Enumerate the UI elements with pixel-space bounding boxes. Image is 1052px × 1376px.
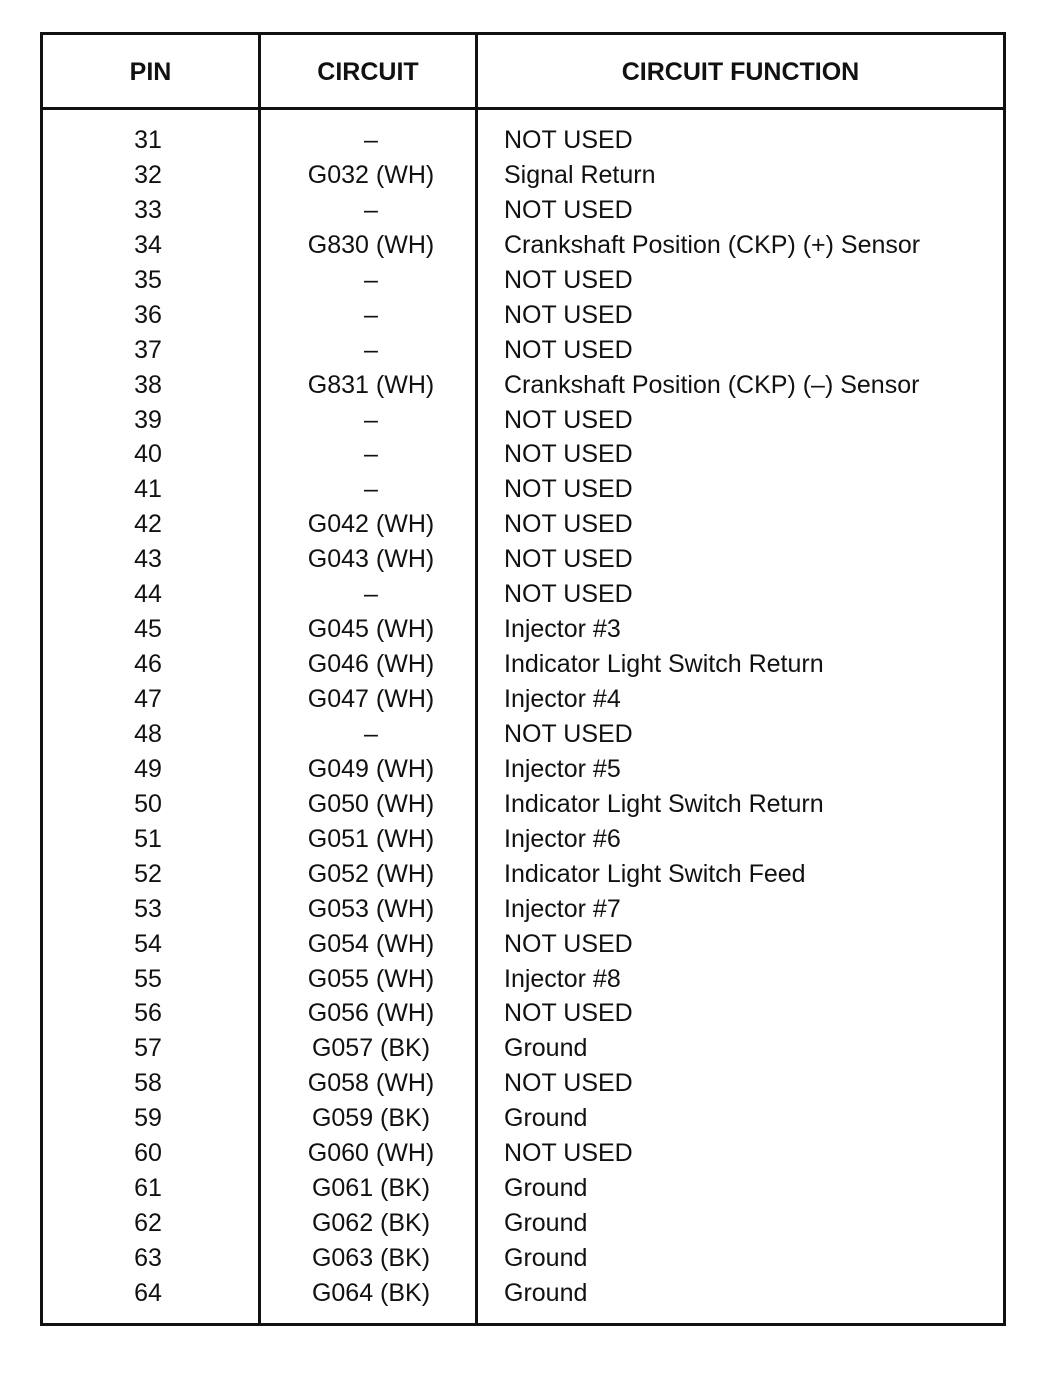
pin-cell: 35 bbox=[134, 265, 162, 294]
table-row bbox=[43, 1241, 1003, 1276]
pin-cell: 53 bbox=[134, 894, 162, 923]
table-row bbox=[43, 368, 1003, 403]
pin-cell: 48 bbox=[134, 719, 162, 748]
pin-cell: 42 bbox=[134, 510, 162, 539]
table-row bbox=[43, 927, 1003, 962]
table-row bbox=[43, 612, 1003, 647]
circuit-cell: G061 (BK) bbox=[311, 1174, 431, 1203]
circuit-cell: – bbox=[364, 440, 378, 469]
circuit-cell: G042 (WH) bbox=[307, 510, 435, 539]
function-cell: NOT USED bbox=[504, 545, 633, 574]
pin-cell: 58 bbox=[134, 1069, 162, 1098]
function-cell: Indicator Light Switch Feed bbox=[504, 859, 806, 888]
pin-cell: 46 bbox=[134, 650, 162, 679]
circuit-cell: – bbox=[364, 335, 378, 364]
pin-cell: 61 bbox=[134, 1174, 162, 1203]
circuit-cell: G064 (BK) bbox=[311, 1278, 431, 1307]
function-cell: NOT USED bbox=[504, 195, 633, 224]
table-row bbox=[43, 1171, 1003, 1206]
circuit-cell: G052 (WH) bbox=[307, 859, 435, 888]
pin-cell: 59 bbox=[134, 1104, 162, 1133]
function-cell: Injector #5 bbox=[504, 754, 621, 783]
pin-cell: 38 bbox=[134, 370, 162, 399]
pin-cell: 43 bbox=[134, 545, 162, 574]
circuit-cell: G830 (WH) bbox=[307, 230, 435, 259]
circuit-cell: G049 (WH) bbox=[307, 754, 435, 783]
circuit-cell: G063 (BK) bbox=[311, 1244, 431, 1272]
table-row bbox=[43, 507, 1003, 542]
pin-cell: 33 bbox=[134, 195, 162, 224]
table-row bbox=[43, 892, 1003, 927]
table-row bbox=[43, 193, 1003, 228]
function-cell: Signal Return bbox=[504, 160, 656, 189]
pin-cell: 41 bbox=[134, 475, 162, 504]
function-cell: NOT USED bbox=[504, 405, 633, 434]
function-cell: Ground bbox=[504, 1104, 588, 1133]
circuit-cell: G062 (BK) bbox=[311, 1209, 431, 1238]
circuit-cell: G057 (BK) bbox=[311, 1034, 431, 1063]
function-cell: NOT USED bbox=[504, 510, 633, 539]
pin-cell: 32 bbox=[134, 160, 162, 189]
table-row bbox=[43, 996, 1003, 1031]
function-cell: Ground bbox=[504, 1034, 588, 1063]
table-row bbox=[43, 787, 1003, 822]
pin-cell: 50 bbox=[134, 789, 162, 818]
circuit-cell: – bbox=[364, 405, 378, 434]
pin-cell: 63 bbox=[134, 1244, 162, 1272]
pin-cell: 60 bbox=[134, 1139, 162, 1168]
pin-cell: 45 bbox=[134, 615, 162, 644]
pin-table bbox=[40, 32, 1006, 1326]
circuit-cell: G056 (WH) bbox=[307, 999, 435, 1028]
pin-cell: 64 bbox=[134, 1278, 162, 1307]
function-cell: Ground bbox=[504, 1278, 588, 1307]
circuit-cell: G058 (WH) bbox=[307, 1069, 435, 1098]
header-circuit: CIRCUIT bbox=[317, 58, 419, 86]
pin-cell: 31 bbox=[134, 126, 162, 154]
pin-cell: 37 bbox=[134, 335, 162, 364]
function-cell: Indicator Light Switch Return bbox=[504, 650, 824, 679]
circuit-cell: – bbox=[364, 475, 378, 504]
table-row bbox=[43, 1031, 1003, 1066]
circuit-cell: G046 (WH) bbox=[307, 650, 435, 679]
function-cell: Ground bbox=[504, 1209, 588, 1238]
table-row bbox=[43, 822, 1003, 857]
table-row bbox=[43, 1066, 1003, 1101]
table-row bbox=[43, 752, 1003, 787]
circuit-cell: G054 (WH) bbox=[307, 929, 435, 958]
function-cell: Ground bbox=[504, 1174, 588, 1203]
pin-cell: 55 bbox=[134, 964, 162, 993]
function-cell: NOT USED bbox=[504, 126, 633, 154]
circuit-cell: – bbox=[364, 126, 378, 154]
table-row bbox=[43, 1136, 1003, 1171]
table-row bbox=[43, 472, 1003, 507]
header-pin: PIN bbox=[129, 58, 172, 86]
table-row bbox=[43, 437, 1003, 472]
function-cell: Injector #4 bbox=[504, 685, 621, 713]
circuit-cell: G047 (WH) bbox=[307, 685, 435, 713]
pin-cell: 52 bbox=[134, 859, 162, 888]
function-cell: Injector #3 bbox=[504, 615, 621, 644]
table-row bbox=[43, 682, 1003, 717]
function-cell: NOT USED bbox=[504, 580, 633, 609]
function-cell: NOT USED bbox=[504, 999, 633, 1028]
table-header bbox=[43, 35, 1003, 110]
pin-cell: 56 bbox=[134, 999, 162, 1028]
function-cell: NOT USED bbox=[504, 1139, 633, 1168]
function-cell: NOT USED bbox=[504, 1069, 633, 1098]
function-cell: Ground bbox=[504, 1244, 588, 1272]
function-cell: NOT USED bbox=[504, 440, 633, 469]
function-cell: NOT USED bbox=[504, 719, 633, 748]
table-row bbox=[43, 403, 1003, 438]
pin-cell: 54 bbox=[134, 929, 162, 958]
circuit-cell: – bbox=[364, 265, 378, 294]
circuit-cell: G059 (BK) bbox=[311, 1104, 431, 1133]
function-cell: Injector #8 bbox=[504, 964, 621, 993]
function-cell: Indicator Light Switch Return bbox=[504, 789, 824, 818]
pin-cell: 36 bbox=[134, 300, 162, 329]
circuit-cell: G032 (WH) bbox=[307, 160, 435, 189]
table-row bbox=[43, 647, 1003, 682]
table-row bbox=[43, 962, 1003, 997]
table-row bbox=[43, 228, 1003, 263]
circuit-cell: – bbox=[364, 195, 378, 224]
function-cell: NOT USED bbox=[504, 335, 633, 364]
function-cell: NOT USED bbox=[504, 300, 633, 329]
circuit-cell: G043 (WH) bbox=[307, 545, 435, 574]
circuit-cell: – bbox=[364, 300, 378, 329]
pin-cell: 40 bbox=[134, 440, 162, 469]
function-cell: NOT USED bbox=[504, 475, 633, 504]
function-cell: NOT USED bbox=[504, 265, 633, 294]
table-row bbox=[43, 717, 1003, 752]
circuit-cell: G051 (WH) bbox=[307, 824, 435, 853]
function-cell: Crankshaft Position (CKP) (+) Sensor bbox=[504, 230, 921, 259]
table-row bbox=[43, 577, 1003, 612]
function-cell: NOT USED bbox=[504, 929, 633, 958]
circuit-cell: G053 (WH) bbox=[307, 894, 435, 923]
function-cell: Injector #6 bbox=[504, 824, 621, 853]
table-row bbox=[43, 857, 1003, 892]
pin-cell: 34 bbox=[134, 230, 162, 259]
pin-cell: 47 bbox=[134, 685, 162, 713]
header-circuit-function: CIRCUIT FUNCTION bbox=[621, 58, 860, 86]
table-row bbox=[43, 123, 1003, 158]
table-row bbox=[43, 333, 1003, 368]
table-row bbox=[43, 1276, 1003, 1311]
pin-cell: 44 bbox=[134, 580, 162, 609]
pin-cell: 57 bbox=[134, 1034, 162, 1063]
table-row bbox=[43, 158, 1003, 193]
circuit-cell: – bbox=[364, 719, 378, 748]
table-row bbox=[43, 1101, 1003, 1136]
table-body bbox=[43, 123, 1003, 1311]
function-cell: Injector #7 bbox=[504, 894, 621, 923]
table-row bbox=[43, 263, 1003, 298]
table-row bbox=[43, 542, 1003, 577]
pin-cell: 49 bbox=[134, 754, 162, 783]
circuit-cell: G060 (WH) bbox=[307, 1139, 435, 1168]
pin-cell: 62 bbox=[134, 1209, 162, 1238]
circuit-cell: – bbox=[364, 580, 378, 609]
function-cell: Crankshaft Position (CKP) (–) Sensor bbox=[504, 370, 920, 399]
circuit-cell: G045 (WH) bbox=[307, 615, 435, 644]
pin-cell: 39 bbox=[134, 405, 162, 434]
circuit-cell: G831 (WH) bbox=[307, 370, 435, 399]
circuit-cell: G050 (WH) bbox=[307, 789, 435, 818]
circuit-cell: G055 (WH) bbox=[307, 964, 435, 993]
pin-cell: 51 bbox=[134, 824, 162, 853]
table-row bbox=[43, 298, 1003, 333]
table-row bbox=[43, 1206, 1003, 1241]
